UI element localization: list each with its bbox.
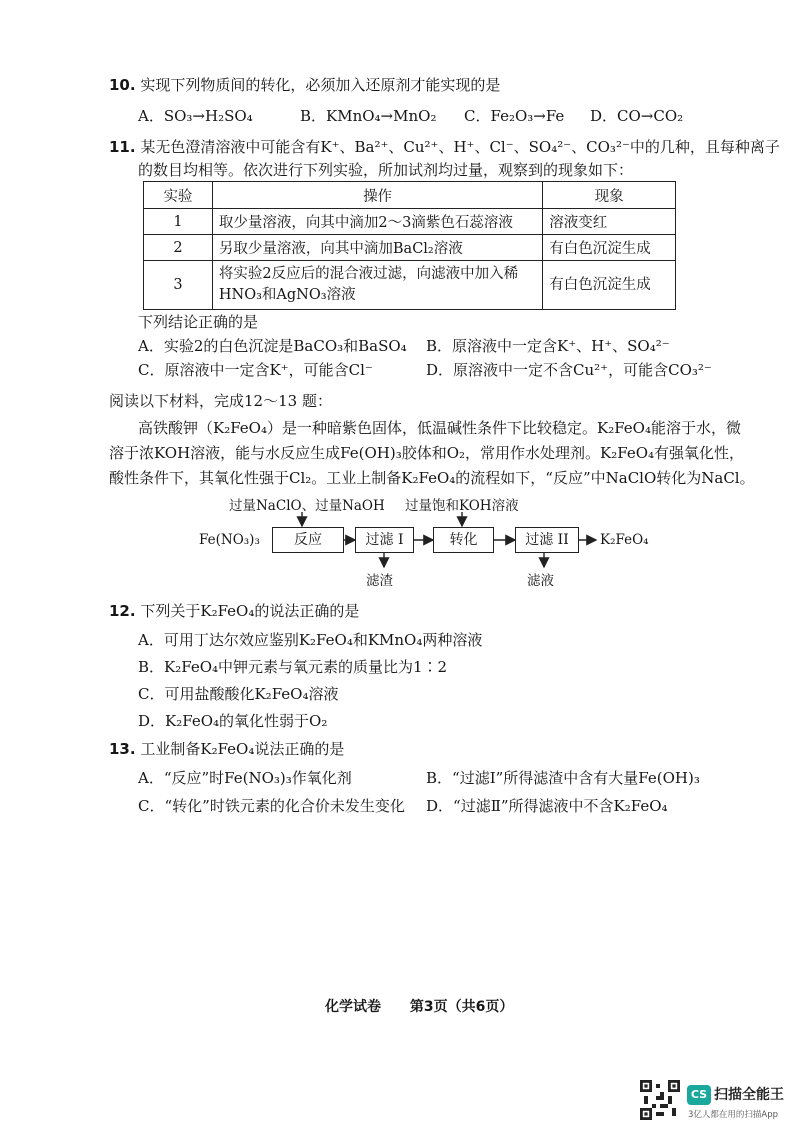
table-cell: 3 [144, 261, 213, 310]
flow-output: K₂FeO₄ [600, 532, 649, 548]
q11-lead: 下列结论正确的是 [138, 313, 259, 331]
q12-option-a: A．可用丁达尔效应鉴别K₂FeO₄和KMnO₄两种溶液 [138, 631, 483, 649]
q11-number: 11. [109, 138, 136, 156]
q10-number: 10. [109, 76, 136, 94]
table-header: 实验 [144, 182, 213, 209]
table-header: 现象 [543, 182, 676, 209]
flow-input: Fe(NO₃)₃ [199, 532, 260, 548]
camscanner-brand: 扫描全能王 [714, 1087, 784, 1103]
flow-box-conversion: 转化 [433, 527, 494, 553]
camscanner-logo: CS [687, 1085, 711, 1105]
flow-reagent1: 过量NaClO、过量NaOH [229, 498, 385, 514]
flow-reagent2: 过量饱和KOH溶液 [405, 498, 519, 514]
flow-waste2: 滤液 [527, 573, 554, 589]
q13-stem-text: 工业制备K₂FeO₄说法正确的是 [140, 740, 345, 758]
q11-option-a: A．实验2的白色沉淀是BaCO₃和BaSO₄ [138, 337, 407, 355]
q12-option-b: B．K₂FeO₄中钾元素与氧元素的质量比为1∶2 [138, 658, 448, 676]
q13-stem [109, 739, 344, 759]
q10-option-a: A．SO₃→H₂SO₄ [138, 107, 253, 125]
q13-number: 13. [109, 740, 136, 758]
q13-option-d: D．“过滤Ⅱ”所得滤液中不含K₂FeO₄ [426, 797, 668, 815]
table-cell-line: HNO₃和AgNO₃溶液 [218, 287, 356, 303]
flow-box-reaction: 反应 [272, 527, 344, 553]
q10-stem-text: 实现下列物质间的转化，必须加入还原剂才能实现的是 [140, 76, 501, 94]
q12-stem [109, 601, 359, 621]
q11-stem-line2: 的数目均相等。依次进行下列实验，所加试剂均过量，观察到的现象如下： [138, 161, 634, 179]
footer-page-number: 第3页（共6页） [409, 999, 514, 1015]
q12-option-c: C．可用盐酸酸化K₂FeO₄溶液 [138, 685, 339, 703]
q10-option-c: C．Fe₂O₃→Fe [464, 107, 565, 125]
table-cell: 1 [144, 209, 213, 235]
q10-option-b: B．KMnO₄→MnO₂ [300, 107, 437, 125]
page-footer [325, 996, 537, 1016]
table-cell: 有白色沉淀生成 [543, 261, 676, 310]
q12-option-d: D．K₂FeO₄的氧化性弱于O₂ [138, 712, 328, 730]
q11-option-c: C．原溶液中一定含K⁺，可能含Cl⁻ [138, 361, 373, 379]
table-header: 操作 [212, 182, 542, 209]
table-cell: 有白色沉淀生成 [543, 235, 676, 261]
table-cell: 2 [144, 235, 213, 261]
flow-box-filter1: 过滤 I [355, 527, 414, 553]
table-cell: 溶液变红 [543, 209, 676, 235]
q11-option-b: B．原溶液中一定含K⁺、H⁺、SO₄²⁻ [426, 337, 670, 355]
q13-option-b: B．“过滤I”所得滤渣中含有大量Fe(OH)₃ [426, 769, 700, 787]
qr-code-icon [640, 1080, 680, 1120]
camscanner-tagline: 3亿人都在用的扫描App [688, 1110, 779, 1120]
table-cell-line: 将实验2反应后的混合液过滤，向滤液中加入稀 [218, 266, 519, 282]
q11-stem-text-1: 某无色澄清溶液中可能含有K⁺、Ba²⁺、Cu²⁺、H⁺、Cl⁻、SO₄²⁻、CO₃²⁻中的几种，且每种离子 [140, 138, 780, 156]
flow-waste1: 滤渣 [366, 573, 393, 589]
reading-paragraph-line1: 高铁酸钾（K₂FeO₄）是一种暗紫色固体，低温碱性条件下比较稳定。K₂FeO₄能溶于水，微 [138, 419, 741, 437]
reading-paragraph-line2: 溶于浓KOH溶液，能与水反应生成Fe(OH)₃胶体和O₂，常用作水处理剂。K₂FeO₄有强氧化性， [109, 444, 745, 462]
reading-paragraph-line3: 酸性条件下，其氧化性强于Cl₂。工业上制备K₂FeO₄的流程如下，“反应”中NaClO转化为NaCl。 [109, 469, 755, 487]
q10-option-d: D．CO→CO₂ [590, 107, 684, 125]
flow-box-filter2: 过滤 II [515, 527, 579, 553]
table-cell: 另取少量溶液，向其中滴加BaCl₂溶液 [212, 235, 542, 261]
q12-number: 12. [109, 602, 136, 620]
q12-stem-text: 下列关于K₂FeO₄的说法正确的是 [140, 602, 360, 620]
q11-option-d: D．原溶液中一定不含Cu²⁺，可能含CO₃²⁻ [426, 361, 712, 379]
q13-option-c: C．“转化”时铁元素的化合价未发生变化 [138, 797, 405, 815]
table-cell: 取少量溶液，向其中滴加2～3滴紫色石蕊溶液 [212, 209, 542, 235]
reading-intro: 阅读以下材料，完成12～13 题： [109, 392, 332, 410]
footer-subject: 化学试卷 [325, 999, 381, 1015]
q13-option-a: A．“反应”时Fe(NO₃)₃作氧化剂 [138, 769, 352, 787]
